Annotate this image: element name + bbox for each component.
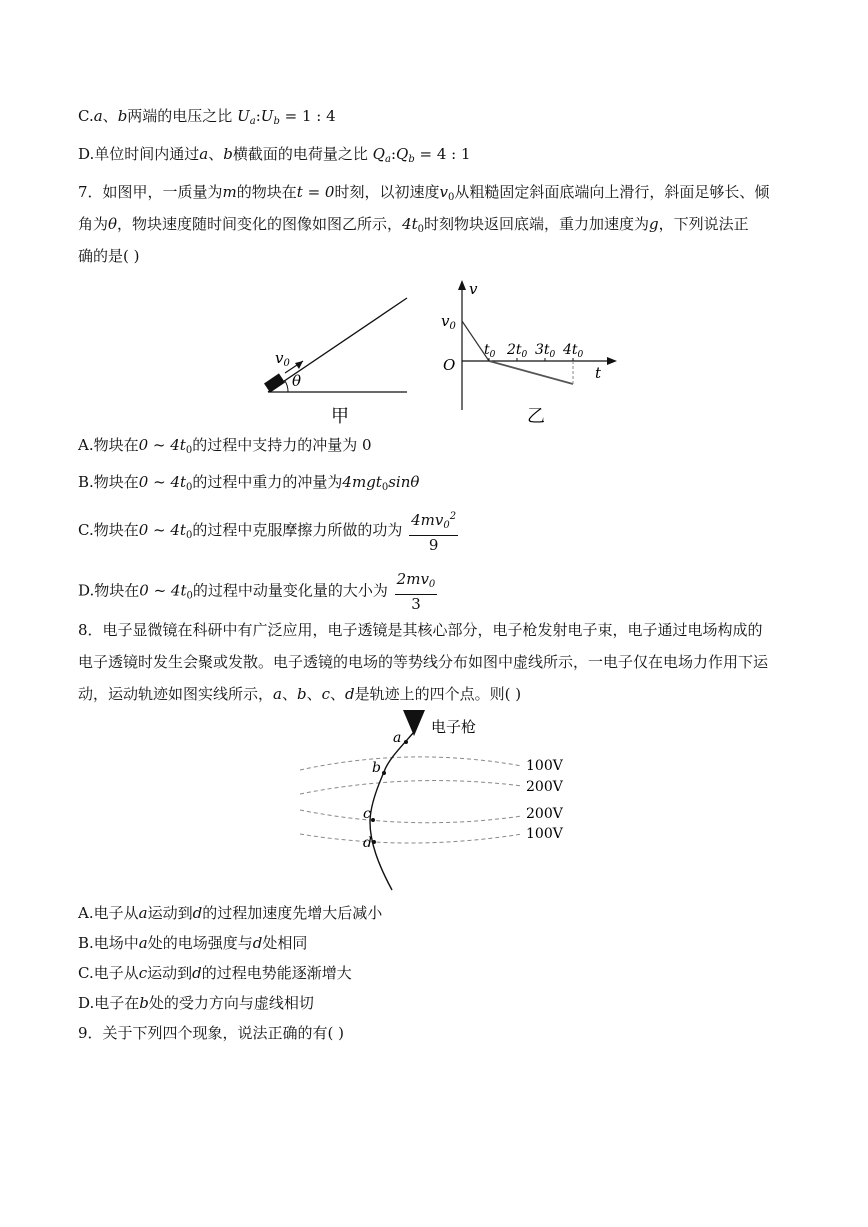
potential-label-3: 200V: [526, 806, 563, 822]
potential-label-4: 100V: [526, 826, 563, 842]
fraction-4mv0-sq-over-9: $\frac{4mv_0^2}{9}$: [409, 508, 458, 554]
q7-option-a: A.物块在0 ~ $4t_0$的过程中支持力的冲量为 0: [78, 436, 372, 456]
q7-stem-line-3: 确的是( ): [78, 247, 140, 265]
q7-option-d: D.物块在0 ~ $4t_0$的过程中动量变化量的大小为 $\frac{2mv_0}{3}$: [78, 570, 436, 613]
block: [264, 373, 285, 392]
potential-label-2: 200V: [526, 779, 563, 795]
equipotential-line-2: [300, 781, 522, 794]
v-axis-label: v: [469, 280, 478, 298]
point-b: [382, 771, 386, 775]
theta-label: θ: [292, 372, 302, 390]
point-c: [371, 818, 375, 822]
t-axis-arrow: [607, 357, 617, 365]
incline-slope: [268, 298, 407, 392]
angle-arc: [285, 381, 288, 392]
q8-option-b: B.电场中a处的电场强度与d处相同: [78, 934, 308, 952]
caption-yi: 乙: [527, 406, 545, 427]
point-d: [372, 840, 376, 844]
potential-label-1: 100V: [526, 758, 563, 774]
v-axis-arrow: [458, 280, 466, 290]
svg-text:2t0: $2t_0$: [507, 342, 528, 360]
q8-stem-line-3: 动，运动轨迹如图实线所示，a、b、c、d是轨迹上的四个点。则( ): [78, 685, 522, 703]
tick-t0: [484, 342, 496, 361]
electron-gun-icon: [403, 710, 425, 736]
svg-text:3t0: $3t_0$: [535, 342, 556, 360]
q8-stem-line-2: 电子透镜时发生会聚或发散。电子透镜的电场的等势线分布如图中虚线所示，一电子仅在电场力作用下运: [78, 653, 769, 671]
q7-option-b: B.物块在0 ~ $4t_0$的过程中重力的冲量为4mgt$_0$sinθ: [78, 473, 420, 493]
v0-label: $v_0$: [275, 349, 290, 369]
point-a: [404, 740, 408, 744]
q6-option-c: C.a、b两端的电压之比 $U_a:U_b = 1$ : 4: [78, 107, 336, 127]
tick-3t0: [535, 342, 556, 361]
svg-text:4t0: $4t_0$: [563, 342, 584, 360]
q7-stem-line-2: 角为θ，物块速度随时间变化的图像如图乙所示，$4t_0$时刻物块返回底端，重力加速度为g，下列说法正: [78, 215, 749, 235]
point-c-label: c: [363, 806, 371, 822]
v0-tick-label: $v_0$: [441, 312, 456, 332]
electron-gun-label: 电子枪: [431, 718, 477, 736]
figure-yi-vt-graph: [435, 278, 625, 428]
caption-jia: 甲: [331, 406, 349, 427]
q9-stem: 9．关于下列四个现象，说法正确的有( ): [78, 1024, 345, 1042]
equipotential-line-4: [300, 834, 522, 843]
svg-text:t0: $t_0$: [484, 342, 496, 360]
equipotential-line-1: [300, 757, 522, 770]
t-axis-label: t: [595, 364, 602, 382]
q8-stem-line-1: 8．电子显微镜在科研中有广泛应用，电子透镜是其核心部分，电子枪发射电子束，电子通过电场构成的: [78, 621, 763, 639]
origin-label: O: [443, 356, 456, 374]
tick-4t0: [562, 342, 584, 361]
point-d-label: d: [363, 835, 372, 851]
q8-option-c: C.电子从c运动到d的过程电势能逐渐增大: [78, 964, 352, 982]
figure-electron-lens: [290, 704, 580, 896]
point-b-label: b: [372, 760, 381, 776]
electron-trajectory: [370, 732, 414, 890]
q7-option-c: C.物块在0 ~ $4t_0$的过程中克服摩擦力所做的功为 $\frac{4mv_0^2}{9}$: [78, 508, 458, 554]
tick-2t0: [506, 342, 528, 361]
q6-option-d: D.单位时间内通过a、b横截面的电荷量之比 $Q_a:Q_b = 4$ : 1: [78, 145, 471, 165]
q7-stem-line-1: 7．如图甲，一质量为m的物块在t = 0时刻，以初速度$v_0$从粗糙固定斜面底端向上滑行，斜面足够长、倾: [78, 183, 770, 203]
equipotential-line-3: [300, 810, 522, 823]
velocity-curve-down: [489, 361, 573, 384]
figure-jia-incline: [255, 290, 425, 430]
q8-option-a: A.电子从a运动到d的过程加速度先增大后减小: [78, 904, 383, 922]
point-a-label: a: [393, 730, 402, 746]
fraction-2mv0-over-3: $\frac{2mv_0}{3}$: [396, 570, 436, 613]
q8-option-d: D.电子在b处的受力方向与虚线相切: [78, 994, 314, 1012]
